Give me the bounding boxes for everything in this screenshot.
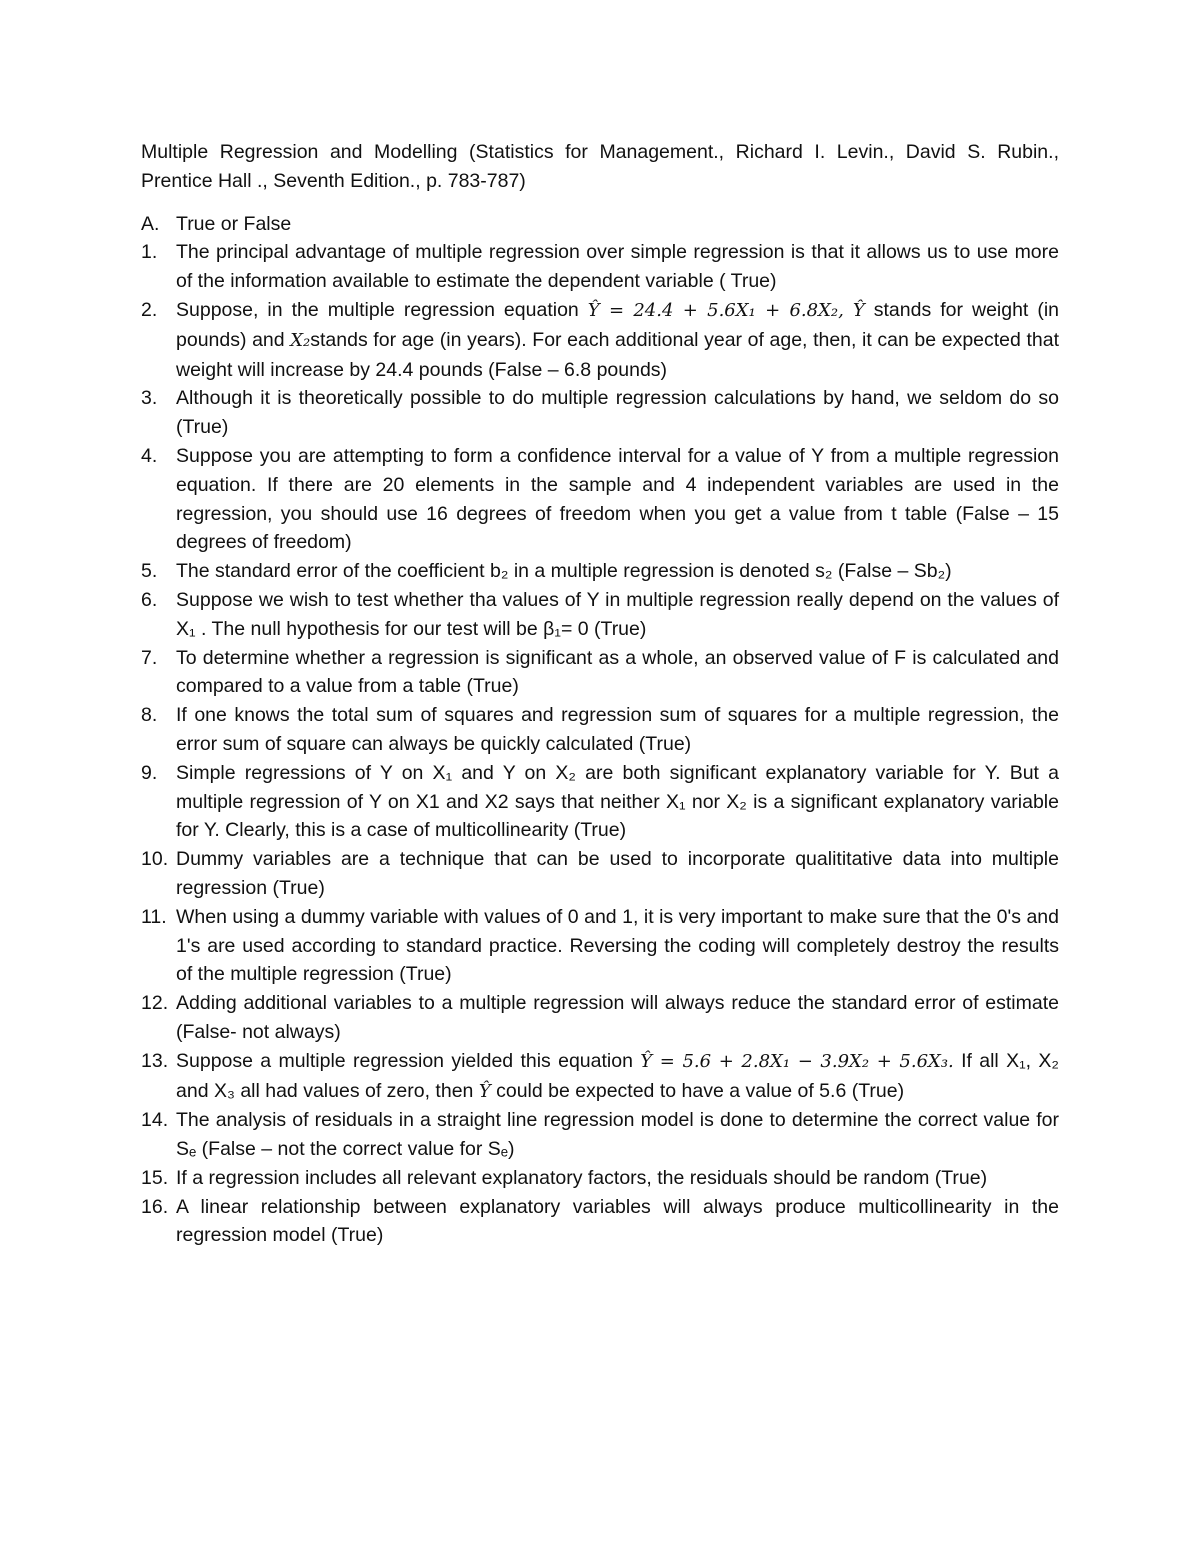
- list-item: [141, 238, 1059, 296]
- item-text: If a regression includes all relevant explanatory factors, the residuals should be random (True): [176, 1166, 988, 1189]
- item-number: 6.: [141, 588, 158, 611]
- y-hat-symbol: Ŷ: [852, 299, 865, 321]
- x2-symbol: X₂: [290, 329, 311, 351]
- item-text-part: stands for weight (in pounds) and: [176, 298, 1060, 351]
- item-text: Although it is theoretically possible to do multiple regression calculations by hand, we seldom do so (True): [176, 387, 1059, 439]
- regression-equation: Ŷ = 5.6 + 2.8X₁ − 3.9X₂ + 5.6X₃.: [640, 1050, 954, 1072]
- list-item: [141, 384, 1059, 442]
- item-number: 14.: [141, 1109, 169, 1132]
- list-item: [141, 644, 1059, 702]
- item-number: 3.: [141, 387, 158, 410]
- section-letter: A.: [141, 212, 160, 235]
- item-text-part: could be expected to have a value of 5.6 (True): [490, 1079, 905, 1102]
- list-item: [141, 845, 1059, 903]
- item-text: Dummy variables are a technique that can be used to incorporate qualititative data into multiple regression (True): [176, 848, 1059, 899]
- item-number: 13.: [141, 1049, 169, 1072]
- item-text: When using a dummy variable with values of 0 and 1, it is very important to make sure that the 0's and 1's are used according to standard practice. Reversing the coding will completely destroy the results of the multiple regression (True): [176, 905, 1059, 986]
- document-page: [141, 138, 1059, 1250]
- item-text-part: If all X₁, X₂ and X₃ all had values of zero, then: [176, 1049, 1059, 1102]
- item-text: [176, 1047, 1059, 1107]
- header-line-2: Rubin., Prentice Hall ., Seventh Edition., p. 783-787): [141, 141, 1059, 192]
- item-number: 1.: [141, 241, 158, 264]
- y-hat-symbol: Ŷ: [478, 1080, 491, 1102]
- item-number: 2.: [141, 298, 158, 321]
- item-number: 8.: [141, 704, 158, 727]
- item-text: [176, 296, 1059, 384]
- section-title: True or False: [176, 212, 292, 235]
- item-text: A linear relationship between explanatory variables will always produce multicollinearity in the regression model (True): [176, 1195, 1059, 1247]
- item-text: The analysis of residuals in a straight line regression model is done to determine the correct value for Sₑ (False – not the correct value for Sₑ): [176, 1109, 1059, 1161]
- list-item: [141, 1193, 1059, 1251]
- item-text: The principal advantage of multiple regression over simple regression is that it allows us to use more of the information available to estimate the dependent variable ( True): [176, 241, 1059, 293]
- item-number: 5.: [141, 560, 158, 583]
- item-number: 11.: [141, 905, 167, 928]
- item-text-part: stands for age (in years). For each additional year of age, then, it can be expected that weight will increase by 24.4 pounds (False – 6.8 pounds): [176, 328, 1060, 381]
- header-line-1: Multiple Regression and Modelling (Statistics for Management., Richard I. Levin., David S.: [141, 141, 986, 163]
- question-list: [141, 238, 1059, 1250]
- item-number: 4.: [141, 444, 158, 467]
- item-number: 15.: [141, 1166, 169, 1189]
- list-item: [141, 759, 1059, 845]
- list-item: [141, 442, 1059, 557]
- regression-equation: Ŷ = 24.4 + 5.6X₁ + 6.8X₂,: [587, 299, 844, 321]
- item-text-part: Suppose a multiple regression yielded this equation: [176, 1049, 641, 1072]
- item-text: Suppose we wish to test whether tha values of Y in multiple regression really depend on the values of X₁ . The null hypothesis for our test will be β₁= 0 (True): [176, 588, 1059, 640]
- item-number: 16.: [141, 1195, 169, 1218]
- list-item: [141, 586, 1059, 644]
- item-text-part: Suppose, in the multiple regression equation: [176, 298, 588, 321]
- item-text-part: [844, 299, 853, 321]
- item-text: If one knows the total sum of squares and regression sum of squares for a multiple regression, the error sum of square can always be quickly calculated (True): [176, 704, 1059, 755]
- item-text: Simple regressions of Y on X₁ and Y on X₂ are both significant explanatory variable for Y. But a multiple regression of Y on X1 and X2 says that neither X₁ nor X₂ is a significant explanatory variable for Y. Clearly, this is a case of multicollinearity (True): [176, 761, 1059, 842]
- list-item: [141, 557, 1059, 586]
- list-item: [141, 989, 1059, 1047]
- document-header: [141, 138, 1059, 196]
- item-text: Suppose you are attempting to form a confidence interval for a value of Y from a multiple regression equation. If there are 20 elements in the sample and 4 independent variables are used in the regression, you should use 16 degrees of freedom when you get a value from t table (False – 15 degrees of freedom): [176, 444, 1059, 554]
- item-number: 10.: [141, 848, 169, 871]
- list-item: [141, 1106, 1059, 1164]
- list-item: [141, 296, 1059, 384]
- item-text: To determine whether a regression is significant as a whole, an observed value of F is calculated and compared to a value from a table (True): [176, 646, 1059, 698]
- item-number: 12.: [141, 992, 169, 1015]
- list-item: [141, 701, 1059, 759]
- list-item: [141, 1164, 1059, 1193]
- item-number: 9.: [141, 761, 158, 784]
- list-item: [141, 1047, 1059, 1107]
- item-number: 7.: [141, 646, 158, 669]
- section-heading: [141, 210, 1059, 239]
- item-text: Adding additional variables to a multiple regression will always reduce the standard error of estimate (False- not always): [176, 992, 1059, 1043]
- item-text: The standard error of the coefficient b₂ in a multiple regression is denoted s₂ (False – Sb₂): [176, 560, 952, 583]
- list-item: [141, 903, 1059, 989]
